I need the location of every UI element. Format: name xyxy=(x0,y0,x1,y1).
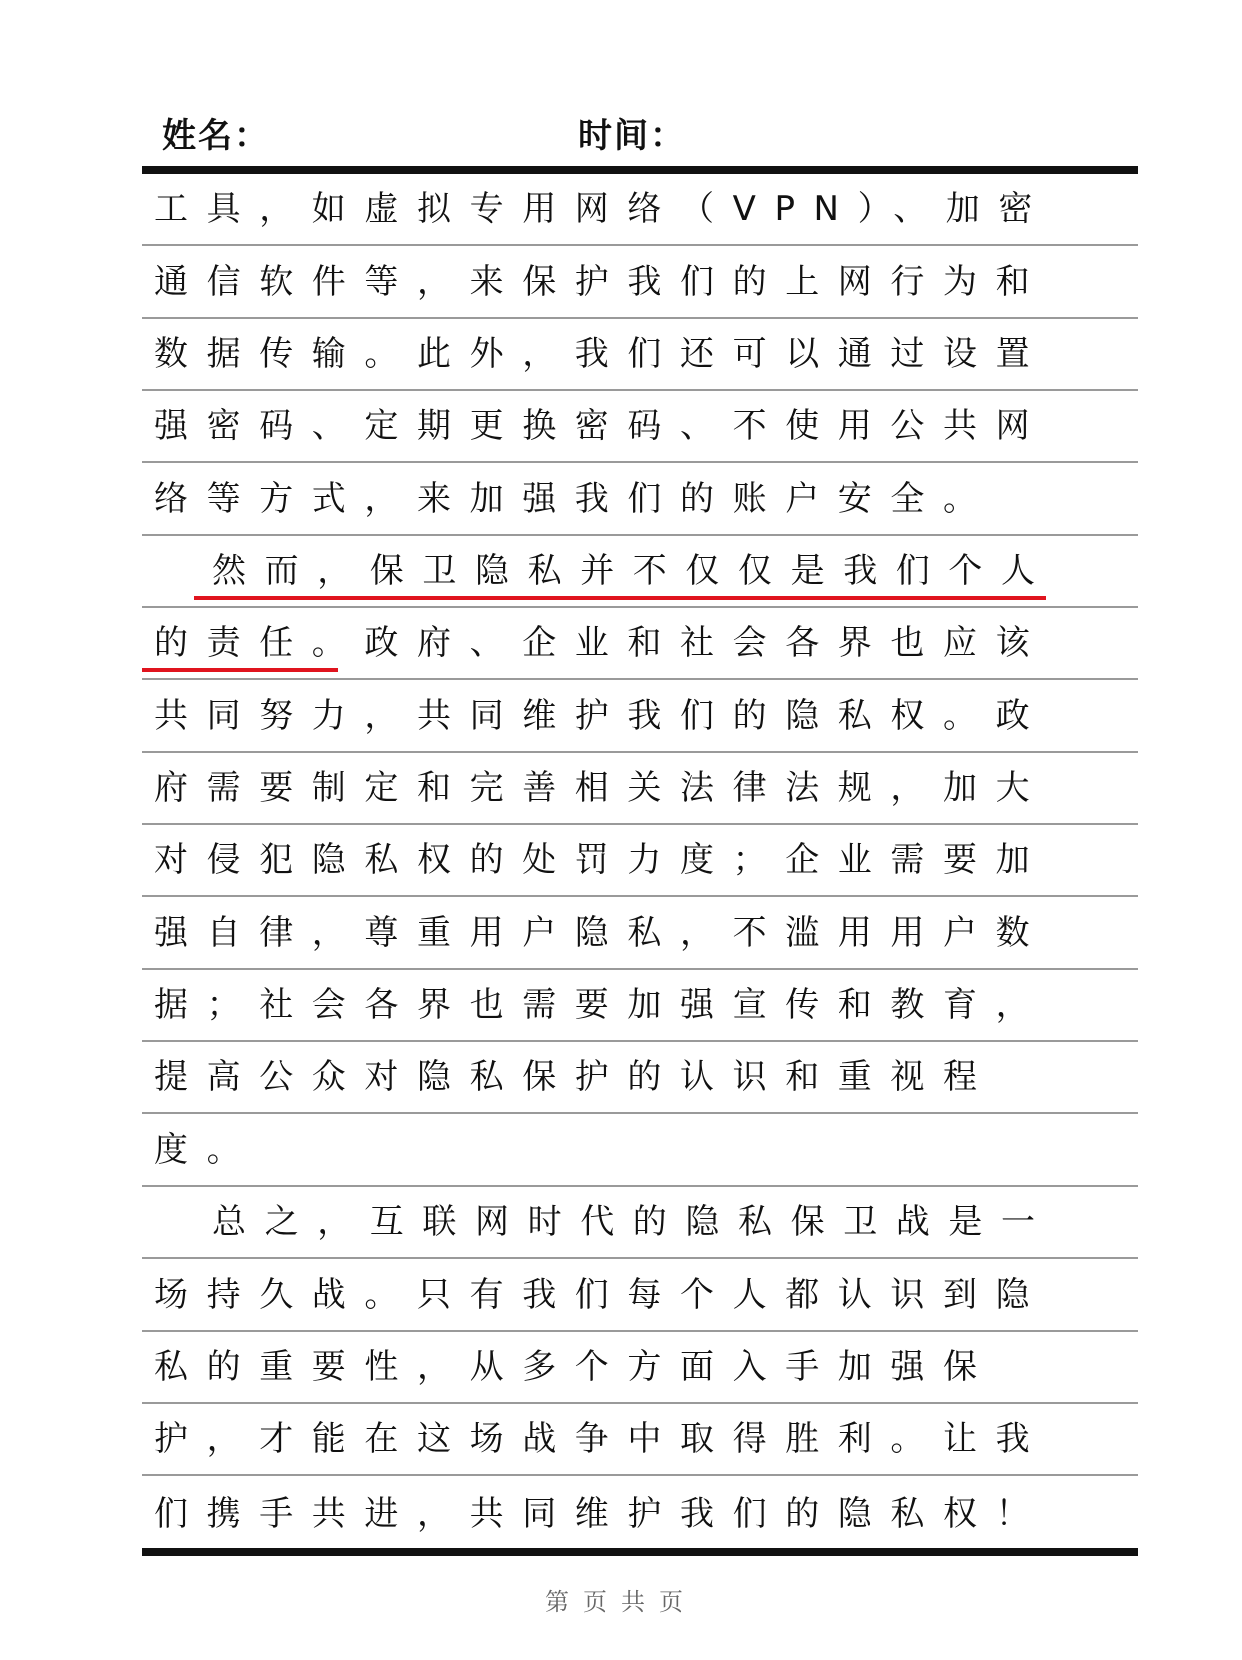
page-footer: 第页共页 xyxy=(545,1588,697,1616)
line-text: 共同努力，共同维护我们的隐私权。政 xyxy=(154,695,1049,736)
ruled-line xyxy=(142,1404,1138,1476)
ruled-line xyxy=(142,1042,1138,1114)
line-text: 提高公众对隐私保护的认识和重视程 xyxy=(154,1057,996,1098)
ruled-line xyxy=(142,1259,1138,1331)
line-text: 据；社会各界也需要加强宣传和教育， xyxy=(154,985,1049,1026)
ruled-line xyxy=(142,463,1138,535)
name-label: 姓名： xyxy=(162,116,270,156)
ruled-line xyxy=(142,319,1138,391)
ruled-line xyxy=(142,536,1138,608)
ruled-line xyxy=(142,174,1138,246)
line-text: 们携手共进，共同维护我们的隐私权！ xyxy=(154,1493,1049,1534)
line-text: 对侵犯隐私权的处罚力度；企业需要加 xyxy=(154,840,1049,881)
ruled-line xyxy=(142,1476,1138,1548)
ruled-line xyxy=(142,753,1138,825)
line-text: 的责任。政府、企业和社会各界也应该 xyxy=(154,623,1049,664)
ruled-line xyxy=(142,1114,1138,1186)
ruled-line xyxy=(142,897,1138,969)
top-rule xyxy=(142,166,1138,174)
line-text: 工具，如虚拟专用网络（VPN）、加密 xyxy=(154,189,1051,230)
ruled-line xyxy=(142,970,1138,1042)
line-text: 通信软件等，来保护我们的上网行为和 xyxy=(154,261,1049,302)
ruled-line xyxy=(142,246,1138,318)
line-text: 场持久战。只有我们每个人都认识到隐 xyxy=(154,1274,1049,1315)
time-label: 时间： xyxy=(578,116,686,156)
bottom-rule xyxy=(142,1548,1138,1556)
ruled-lines xyxy=(142,174,1138,1549)
line-text: 络等方式，来加强我们的账户安全。 xyxy=(154,478,996,519)
worksheet-header xyxy=(0,108,1242,158)
line-text: 护，才能在这场战争中取得胜利。让我 xyxy=(154,1419,1049,1460)
line-text: 数据传输。此外，我们还可以通过设置 xyxy=(154,334,1049,375)
ruled-line xyxy=(142,1187,1138,1259)
ruled-line xyxy=(142,825,1138,897)
line-text: 强密码、定期更换密码、不使用公共网 xyxy=(154,406,1049,447)
line-text: 然而，保卫隐私并不仅仅是我们个人 xyxy=(212,551,1054,592)
ruled-line xyxy=(142,608,1138,680)
red-underline xyxy=(142,668,338,672)
ruled-line xyxy=(142,1332,1138,1404)
line-text: 强自律，尊重用户隐私，不滥用用户数 xyxy=(154,912,1049,953)
ruled-line xyxy=(142,391,1138,463)
line-text: 度。 xyxy=(154,1129,260,1170)
line-text: 总之，互联网时代的隐私保卫战是一 xyxy=(212,1202,1054,1243)
line-text: 府需要制定和完善相关法律法规，加大 xyxy=(154,768,1049,809)
line-text: 私的重要性，从多个方面入手加强保 xyxy=(154,1346,996,1387)
red-underline xyxy=(194,596,1046,600)
ruled-line xyxy=(142,680,1138,752)
